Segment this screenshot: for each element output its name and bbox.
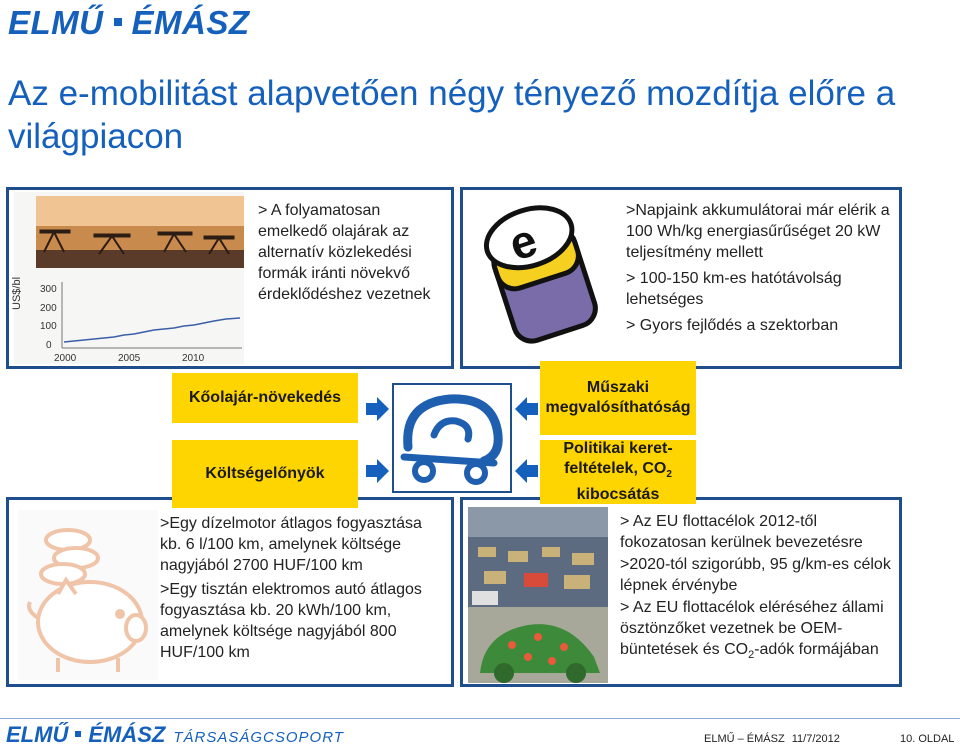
logo-square-icon <box>114 18 122 26</box>
piggy-bank-image <box>18 510 158 680</box>
arrow-left-icon <box>514 396 540 422</box>
label-oil-growth: Kőolajár-növekedés <box>172 373 358 423</box>
oil-price-image <box>11 192 244 364</box>
arrow-right-icon <box>364 458 390 484</box>
policy-description: > Az EU flottacélok 2012-től fokozatosan kerülnek bevezetésre >2020-tól szigorúbb, 95 g/km-es célok lépnek érvénybe > Az EU flottacélok eléréséhez állami ösztönzőket vezetnek be OEM-büntetések és $CO_2$-adók formájában <box>620 511 900 666</box>
electric-car-icon <box>394 385 510 491</box>
arrow-left-icon <box>514 458 540 484</box>
chart-y-tick: 200 <box>40 303 57 314</box>
label-policy-framework: Politikai keret- feltételek, $CO_2$ kibocsátás <box>540 440 696 504</box>
footer-page-number: 10. OLDAL <box>900 733 955 745</box>
chart-axis-label: US$/bl <box>11 276 23 310</box>
oil-price-chart <box>11 192 244 364</box>
e-mobility-logo <box>392 383 512 493</box>
chart-y-tick: 100 <box>40 321 57 332</box>
tech-description: >Napjaink akkumulátorai már elérik a 100 Wh/kg energiasűrűséget 20 kW teljesítmény mellett > 100-150 km-es hatótávolság lehetséges > Gyors fejlődés a szektorban <box>626 202 890 334</box>
traffic-image <box>468 507 608 683</box>
oil-price-line <box>64 318 240 342</box>
battery-e-icon: e <box>502 213 544 271</box>
label-technical-feasibility: Műszaki megvalósíthatóság <box>540 361 696 435</box>
oil-description: > A folyamatosan emelkedő olajárak az alternatív közlekedési formák iránti növekvő érdeklődéshez vezetnek <box>258 202 431 303</box>
chart-x-tick: 2010 <box>182 353 205 364</box>
cost-description: >Egy dízelmotor átlagos fogyasztása kb. 6 l/100 km, amelynek költsége nagyjából 2700 HUF/100 km >Egy tisztán elektromos autó átlagos fogyasztása kb. 20 kWh/100 km, amelynek költsége nagyjából 800 HUF/100 km <box>160 515 422 661</box>
footer-divider <box>0 718 960 719</box>
company-logo: ELMŰ ÉMÁSZ <box>8 4 250 41</box>
logo-square-icon <box>75 731 81 737</box>
policy-last-bullet: > Az EU flottacélok eléréséhez állami ösztönzőket vezetnek be OEM-büntetések és $CO_2$-adók formájában <box>620 599 884 662</box>
footer-logo: ELMŰ ÉMÁSZ TÁRSASÁGCSOPORT <box>6 722 344 747</box>
footer-company: ELMŰ – ÉMÁSZ 11/7/2012 <box>704 733 840 745</box>
chart-y-tick: 300 <box>40 284 57 295</box>
chart-y-tick: 0 <box>46 340 52 351</box>
label-cost-advantages: Költségelőnyök <box>172 440 358 508</box>
arrow-right-icon <box>364 396 390 422</box>
battery-image <box>470 196 610 346</box>
page-title: Az e-mobilitást alapvetően négy tényező mozdítja előre a világpiacon <box>8 74 896 156</box>
chart-x-tick: 2000 <box>54 353 77 364</box>
chart-x-tick: 2005 <box>118 353 141 364</box>
